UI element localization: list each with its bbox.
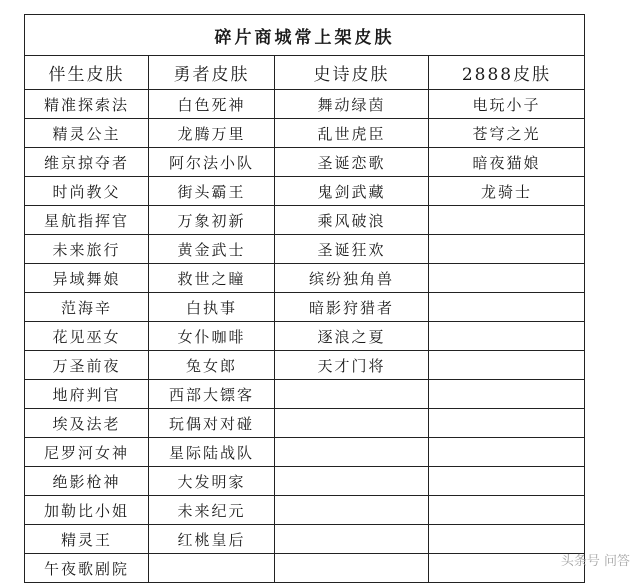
table-cell: 玩偶对对碰 <box>149 409 275 438</box>
table-cell: 鬼剑武藏 <box>275 177 429 206</box>
table-cell: 救世之瞳 <box>149 264 275 293</box>
table-cell: 时尚教父 <box>25 177 149 206</box>
skin-table-sheet <box>24 14 584 583</box>
table-cell <box>429 380 585 409</box>
table-row <box>25 409 585 438</box>
table-row <box>25 467 585 496</box>
table-cell: 万象初新 <box>149 206 275 235</box>
table-cell: 万圣前夜 <box>25 351 149 380</box>
table-cell: 西部大镖客 <box>149 380 275 409</box>
table-cell: 加勒比小姐 <box>25 496 149 525</box>
table-cell: 埃及法老 <box>25 409 149 438</box>
table-cell: 范海辛 <box>25 293 149 322</box>
table-cell: 异域舞娘 <box>25 264 149 293</box>
table-cell: 红桃皇后 <box>149 525 275 554</box>
table-cell: 乱世虎臣 <box>275 119 429 148</box>
table-cell: 绝影枪神 <box>25 467 149 496</box>
table-cell: 电玩小子 <box>429 90 585 119</box>
column-header: 史诗皮肤 <box>275 56 429 90</box>
table-cell: 暗影狩猎者 <box>275 293 429 322</box>
table-cell: 龙腾万里 <box>149 119 275 148</box>
table-cell <box>429 351 585 380</box>
table-row <box>25 206 585 235</box>
table-row <box>25 235 585 264</box>
header-row <box>25 56 585 90</box>
table-row <box>25 148 585 177</box>
table-cell: 圣诞恋歌 <box>275 148 429 177</box>
table-cell: 星航指挥官 <box>25 206 149 235</box>
table-cell: 白执事 <box>149 293 275 322</box>
title-row <box>25 15 585 56</box>
table-cell <box>429 438 585 467</box>
table-row <box>25 438 585 467</box>
table-cell: 女仆咖啡 <box>149 322 275 351</box>
table-cell <box>275 438 429 467</box>
table-cell: 逐浪之夏 <box>275 322 429 351</box>
table-row <box>25 351 585 380</box>
table-cell <box>429 322 585 351</box>
table-cell: 乘风破浪 <box>275 206 429 235</box>
table-row <box>25 380 585 409</box>
table-cell <box>429 235 585 264</box>
table-cell <box>429 264 585 293</box>
column-header: 伴生皮肤 <box>25 56 149 90</box>
table-cell: 街头霸王 <box>149 177 275 206</box>
table-cell: 白色死神 <box>149 90 275 119</box>
table-cell: 苍穹之光 <box>429 119 585 148</box>
table-cell <box>429 293 585 322</box>
table-row <box>25 525 585 554</box>
table-row <box>25 293 585 322</box>
table-cell: 星际陆战队 <box>149 438 275 467</box>
table-cell: 精灵公主 <box>25 119 149 148</box>
table-cell: 黄金武士 <box>149 235 275 264</box>
table-cell: 花见巫女 <box>25 322 149 351</box>
table-cell: 精灵王 <box>25 525 149 554</box>
table-cell <box>275 467 429 496</box>
table-cell: 未来旅行 <box>25 235 149 264</box>
column-header: 勇者皮肤 <box>149 56 275 90</box>
table-row <box>25 496 585 525</box>
table-cell: 维京掠夺者 <box>25 148 149 177</box>
table-cell <box>275 496 429 525</box>
table-cell: 圣诞狂欢 <box>275 235 429 264</box>
table-cell: 阿尔法小队 <box>149 148 275 177</box>
table-cell <box>275 525 429 554</box>
table-cell: 天才门将 <box>275 351 429 380</box>
table-row <box>25 264 585 293</box>
column-header: 2888皮肤 <box>429 56 585 90</box>
table-cell: 地府判官 <box>25 380 149 409</box>
skin-table <box>24 14 585 583</box>
table-cell <box>149 554 275 583</box>
table-cell <box>275 554 429 583</box>
table-cell: 未来纪元 <box>149 496 275 525</box>
table-cell: 大发明家 <box>149 467 275 496</box>
table-cell: 兔女郎 <box>149 351 275 380</box>
table-cell <box>429 409 585 438</box>
table-cell <box>275 380 429 409</box>
table-title: 碎片商城常上架皮肤 <box>25 15 585 56</box>
table-row <box>25 554 585 583</box>
table-cell: 暗夜猫娘 <box>429 148 585 177</box>
table-cell: 缤纷独角兽 <box>275 264 429 293</box>
table-row <box>25 177 585 206</box>
table-cell: 午夜歌剧院 <box>25 554 149 583</box>
table-cell: 龙骑士 <box>429 177 585 206</box>
table-cell <box>429 496 585 525</box>
table-row <box>25 322 585 351</box>
table-cell <box>429 206 585 235</box>
table-cell: 精准探索法 <box>25 90 149 119</box>
table-row <box>25 119 585 148</box>
table-cell <box>429 467 585 496</box>
table-cell: 舞动绿茵 <box>275 90 429 119</box>
table-row <box>25 90 585 119</box>
table-cell: 尼罗河女神 <box>25 438 149 467</box>
table-cell <box>275 409 429 438</box>
watermark-logo: 头条号 问答 <box>560 554 630 569</box>
